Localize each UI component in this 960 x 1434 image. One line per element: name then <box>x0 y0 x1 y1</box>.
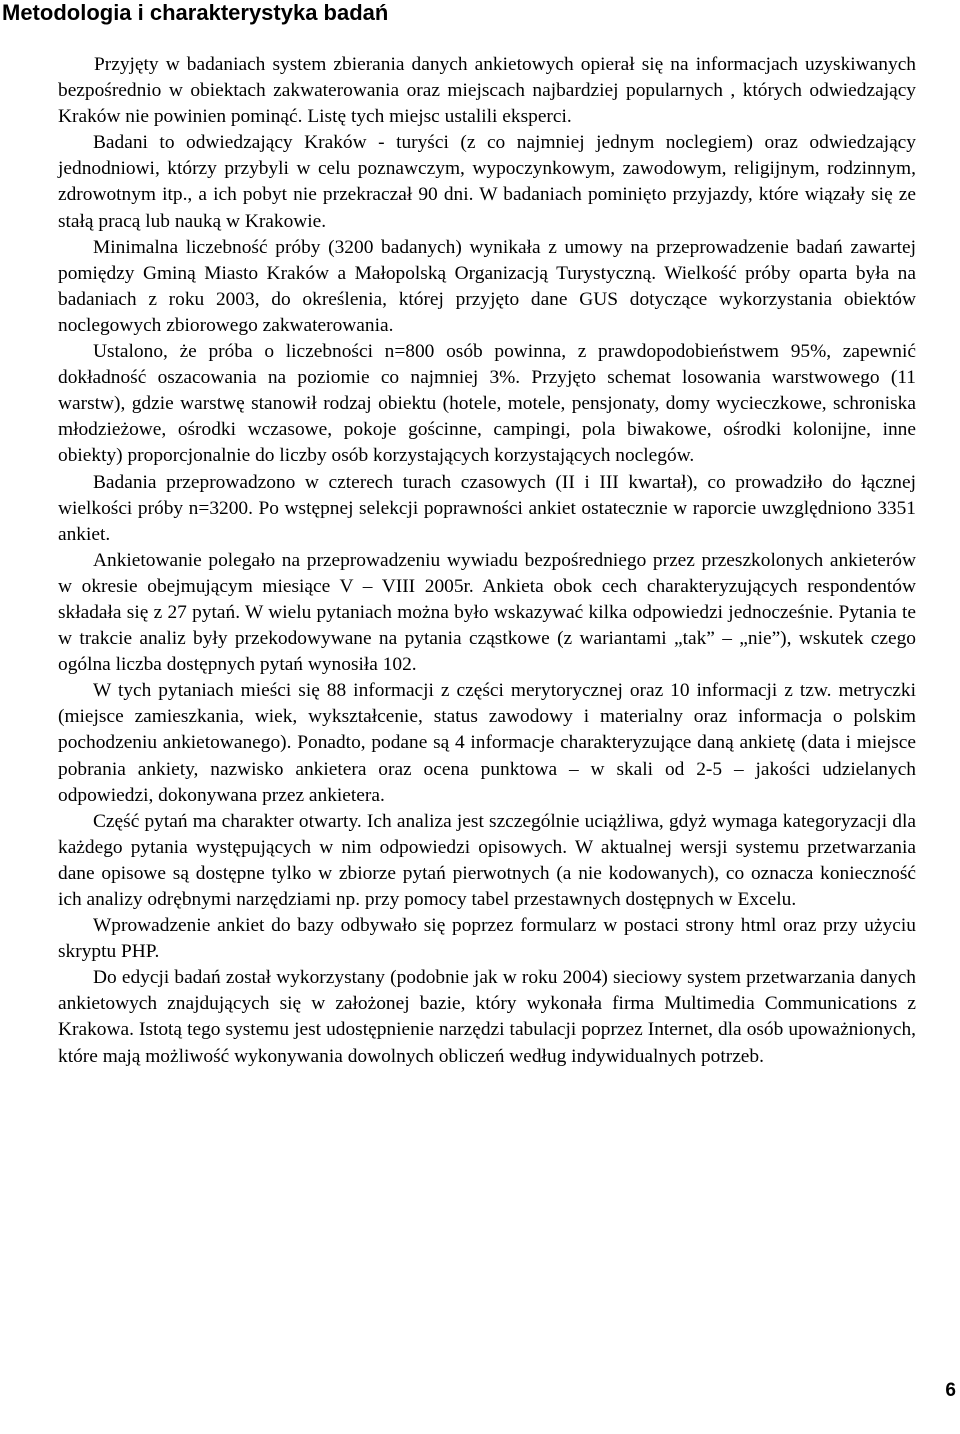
paragraph-open-questions: Część pytań ma charakter otwarty. Ich analiza jest szczególnie uciążliwa, gdyż wymaga kategoryzacji dla każdego pytania występujących w nim odpowiedzi opisowych. W aktualnej wersji systemu przetwarzania dane opisowe są dostępne tylko w zbiorze pytań pierwotnych (a nie kodowanych), co oznacza konieczność ich analizy odrębnymi narzędziami np. przy pomocy tabel przestawnych dostępnych w Excelu. <box>58 810 916 910</box>
section-heading: Metodologia i charakterystyka badań <box>2 0 389 25</box>
paragraph-sample-size: Minimalna liczebność próby (3200 badanych) wynikała z umowy na przeprowadzenie badań zawartej pomiędzy Gminą Miasto Kraków a Małopolską Organizacją Turystyczną. Wielkość próby oparta była na badaniach z roku 2003, do określenia, której przyjęto dane GUS dotyczące wykorzystania obiektów noclegowych zbiorowego zakwaterowania. <box>58 236 916 336</box>
paragraph-sampling-system: Przyjęty w badaniach system zbierania danych ankietowych opierał się na informacjach uzyskiwanych bezpośrednio w obiektach zakwaterowania oraz miejscach najbardziej popularnych , których odwiedzający Kraków nie powinien pominąć. Listę tych miejsc ustalili eksperci. <box>58 54 916 128</box>
paragraph-data-entry: Wprowadzenie ankiet do bazy odbywało się poprzez formularz w postaci strony html oraz przy użyciu skryptu PHP. <box>58 915 916 963</box>
paragraph-respondents: Badani to odwiedzający Kraków - turyści (z co najmniej jednym noclegiem) oraz odwiedzający jednodniowi, którzy przybyli w celu poznawczym, wypoczynkowym, zawodowym, religijnym, rodzinnym, zdrowotnym itp., a ich pobyt nie przekraczał 90 dni. W badaniach pominięto przyjazdy, które wiązały się ze stałą pracą lub nauką w Krakowie. <box>58 132 916 232</box>
paragraph-question-content: W tych pytaniach mieści się 88 informacji z części merytorycznej oraz 10 informacji z tzw. metryczki (miejsce zamieszkania, wiek, wykształcenie, status zawodowy i materialny oraz informacja o polskim pochodzeniu ankietowanego). Ponadto, podane są 4 informacje charakteryzujące daną ankietę (data i miejsce pobrania ankiety, nazwisko ankietera oraz ocena punktowa – w skali od 2-5 – jakości udzielanych odpowiedzi, dokonywana przez ankietera. <box>58 680 916 806</box>
body-text <box>58 52 916 1070</box>
paragraph-sampling-scheme: Ustalono, że próba o liczebności n=800 osób powinna, z prawdopodobieństwem 95%, zapewnić dokładność oszacowania na poziomie co najmniej 3%. Przyjęto schemat losowania warstwowego (11 warstw), gdzie warstwę stanowił rodzaj obiektu (hotele, motele, pensjonaty, domy wycieczkowe, schroniska młodzieżowe, ośrodki wczasowe, pokoje gościnne, campingi, pola biwakowe, ośrodki kolonijne, inne obiekty) proporcjonalnie do liczby osób korzystających korzystających noclegów. <box>58 341 916 467</box>
paragraph-survey-rounds: Badania przeprowadzono w czterech turach czasowych (II i III kwartał), co prowadziło do łącznej wielkości próby n=3200. Po wstępnej selekcji poprawności ankiet ostatecznie w raporcie uwzględniono 3351 ankiet. <box>58 471 916 545</box>
page-number: 6 <box>945 1380 956 1401</box>
paragraph-processing-system: Do edycji badań został wykorzystany (podobnie jak w roku 2004) sieciowy system przetwarzania danych ankietowych znajdujących się w założonej bazie, który wykonała firma Multimedia Communications z Krakowa. Istotą tego systemu jest udostępnienie narzędzi tabulacji poprzez Internet, dla osób upoważnionych, które mają możliwość wykonywania dowolnych obliczeń według indywidualnych potrzeb. <box>58 967 916 1067</box>
paragraph-interviews: Ankietowanie polegało na przeprowadzeniu wywiadu bezpośredniego przez przeszkolonych ankieterów w okresie obejmującym miesiące V – VIII 2005r. Ankieta obok cech charakteryzujących respondentów składała się z 27 pytań. W wielu pytaniach można było wskazywać kilka odpowiedzi jednocześnie. Pytania te w trakcie analiz były przekodowywane na pytania cząstkowe (z wariantami „tak” – „nie”), wskutek czego ogólna liczba dostępnych pytań wynosiła 102. <box>58 549 916 676</box>
